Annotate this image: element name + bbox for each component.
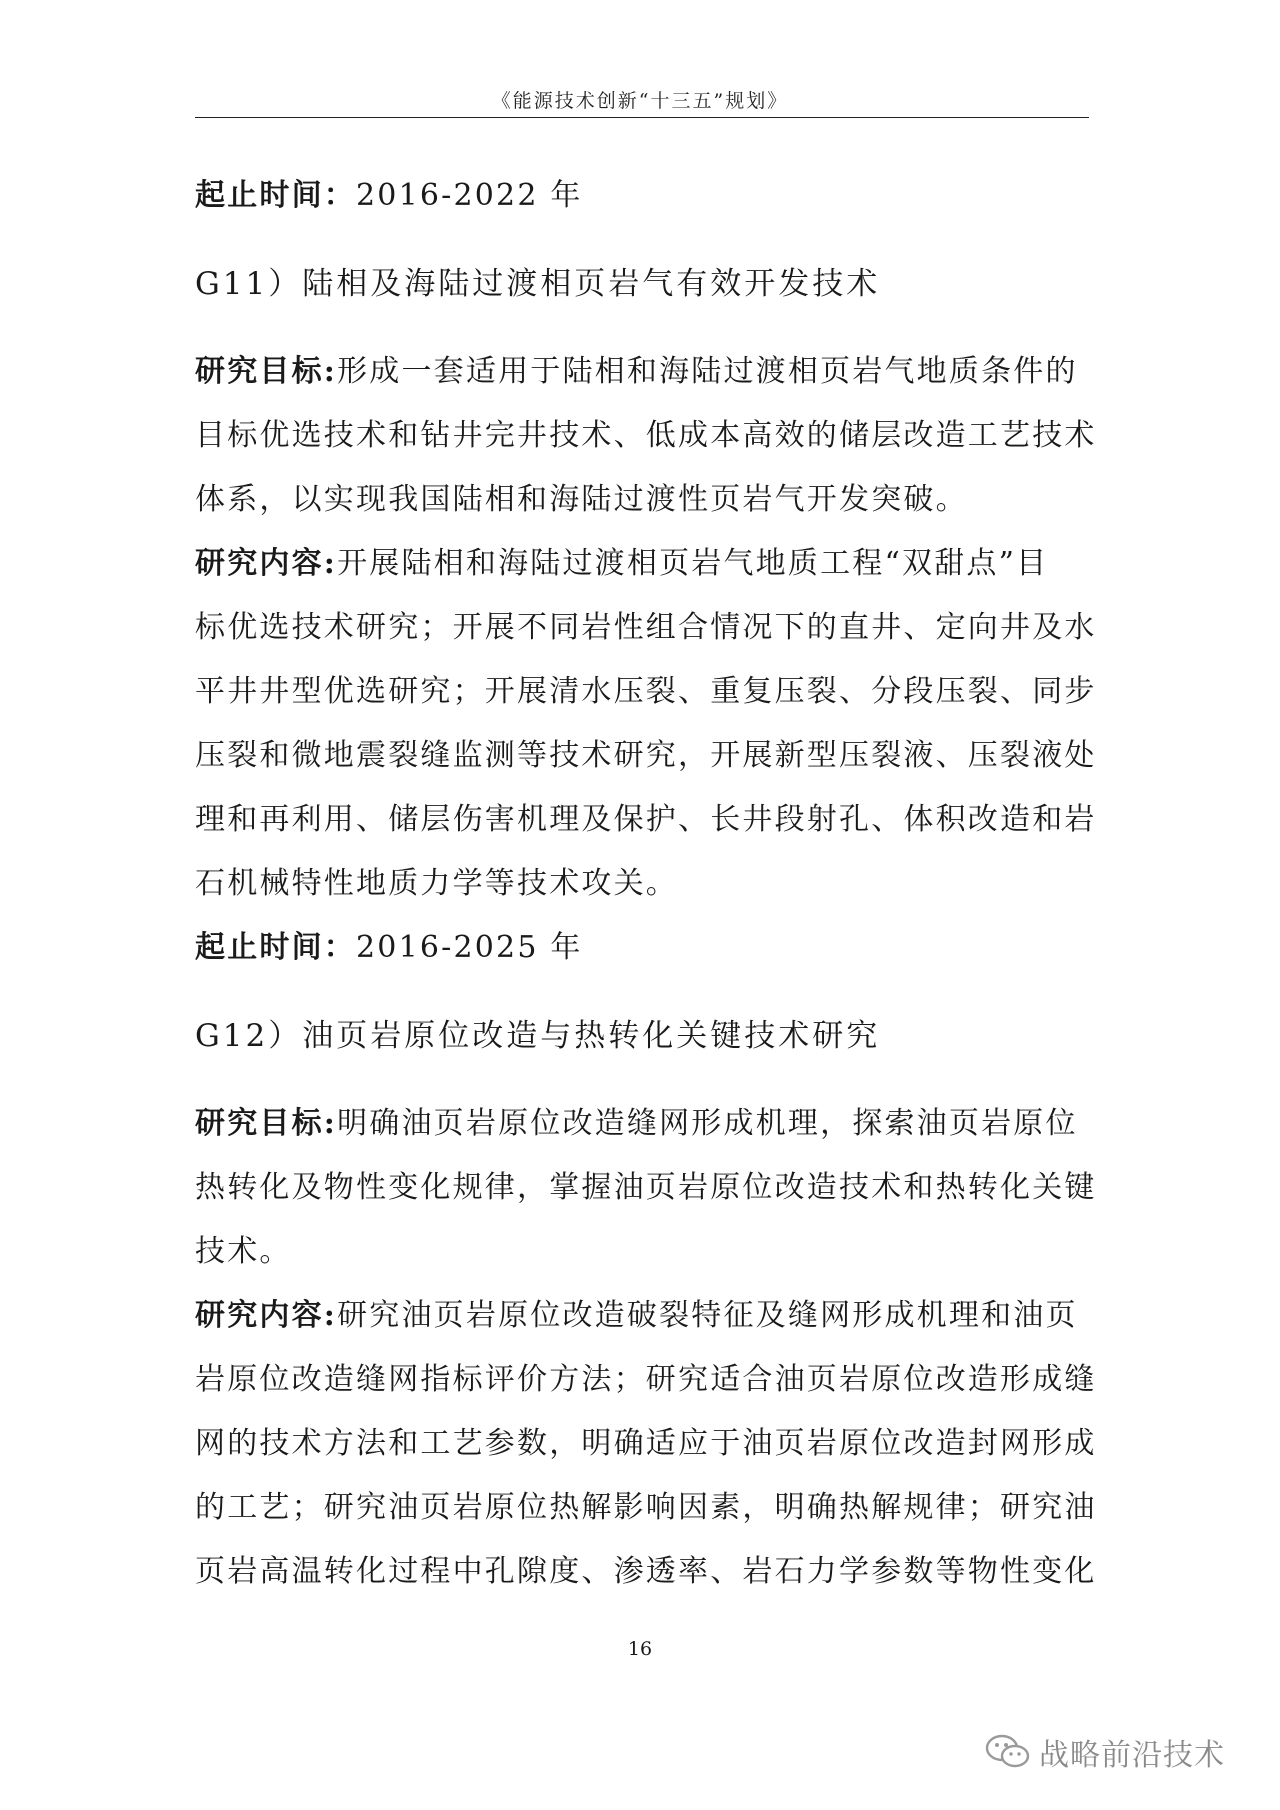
g11-content-line-2: 标优选技术研究；开展不同岩性组合情况下的直井、定向井及水 — [195, 610, 1097, 645]
g11-content-line-4: 压裂和微地震裂缝监测等技术研究，开展新型压裂液、压裂液处 — [195, 738, 1097, 773]
section-title-g12: G12）油页岩原位改造与热转化关键技术研究 — [195, 1018, 881, 1054]
g11-content-line-6: 石机械特性地质力学等技术攻关。 — [195, 866, 678, 901]
g11-period-line — [195, 916, 1089, 980]
document-body — [195, 164, 1097, 1604]
goal-label: 研究目标: — [195, 1106, 338, 1141]
goal-text: 明确油页岩原位改造缝网形成机理，探索油页岩原位 — [337, 1106, 1078, 1141]
goal-text: 形成一套适用于陆相和海陆过渡相页岩气地质条件的 — [337, 354, 1078, 389]
g12-content-line-3: 网的技术方法和工艺参数，明确适应于油页岩原位改造封网形成 — [195, 1426, 1097, 1461]
g11-content-line-3: 平井井型优选研究；开展清水压裂、重复压裂、分段压裂、同步 — [195, 674, 1097, 709]
g11-goal-line-3: 体系，以实现我国陆相和海陆过渡性页岩气开发突破。 — [195, 482, 968, 517]
period-value: 2016-2022 年 — [356, 178, 583, 213]
g12-content-line-1 — [195, 1284, 1089, 1348]
page-header-title: 《能源技术创新“十三五”规划》 — [491, 90, 789, 112]
section-title-g11: G11）陆相及海陆过渡相页岩气有效开发技术 — [195, 266, 881, 302]
header-divider — [195, 117, 1089, 118]
g12-goal-line-1 — [195, 1092, 1089, 1156]
content-label: 研究内容: — [195, 546, 338, 581]
wechat-icon — [985, 1732, 1031, 1772]
period-value: 2016-2025 年 — [356, 930, 583, 965]
g11-content-line-5: 理和再利用、储层伤害机理及保护、长井段射孔、体积改造和岩 — [195, 802, 1097, 837]
watermark — [985, 1730, 1225, 1774]
period-label: 起止时间： — [195, 178, 356, 213]
g11-goal-line-2: 目标优选技术和钻井完井技术、低成本高效的储层改造工艺技术 — [195, 418, 1097, 453]
g11-content-line-1 — [195, 532, 1089, 596]
content-text: 开展陆相和海陆过渡相页岩气地质工程“双甜点”目 — [337, 546, 1049, 581]
g12-goal-line-2: 热转化及物性变化规律，掌握油页岩原位改造技术和热转化关键 — [195, 1170, 1097, 1205]
g12-content-line-4: 的工艺；研究油页岩原位热解影响因素，明确热解规律；研究油 — [195, 1490, 1097, 1525]
watermark-text: 战略前沿技术 — [1039, 1738, 1225, 1773]
g12-goal-line-3: 技术。 — [195, 1234, 292, 1269]
g11-goal-line-1 — [195, 340, 1089, 404]
content-label: 研究内容: — [195, 1298, 338, 1333]
page-number: 16 — [627, 1638, 653, 1660]
content-text: 研究油页岩原位改造破裂特征及缝网形成机理和油页 — [337, 1298, 1078, 1333]
g12-content-line-2: 岩原位改造缝网指标评价方法；研究适合油页岩原位改造形成缝 — [195, 1362, 1097, 1397]
g12-content-line-5: 页岩高温转化过程中孔隙度、渗透率、岩石力学参数等物性变化 — [195, 1554, 1097, 1589]
period-label: 起止时间： — [195, 930, 356, 965]
goal-label: 研究目标: — [195, 354, 338, 389]
period-line-prev — [195, 164, 1089, 228]
